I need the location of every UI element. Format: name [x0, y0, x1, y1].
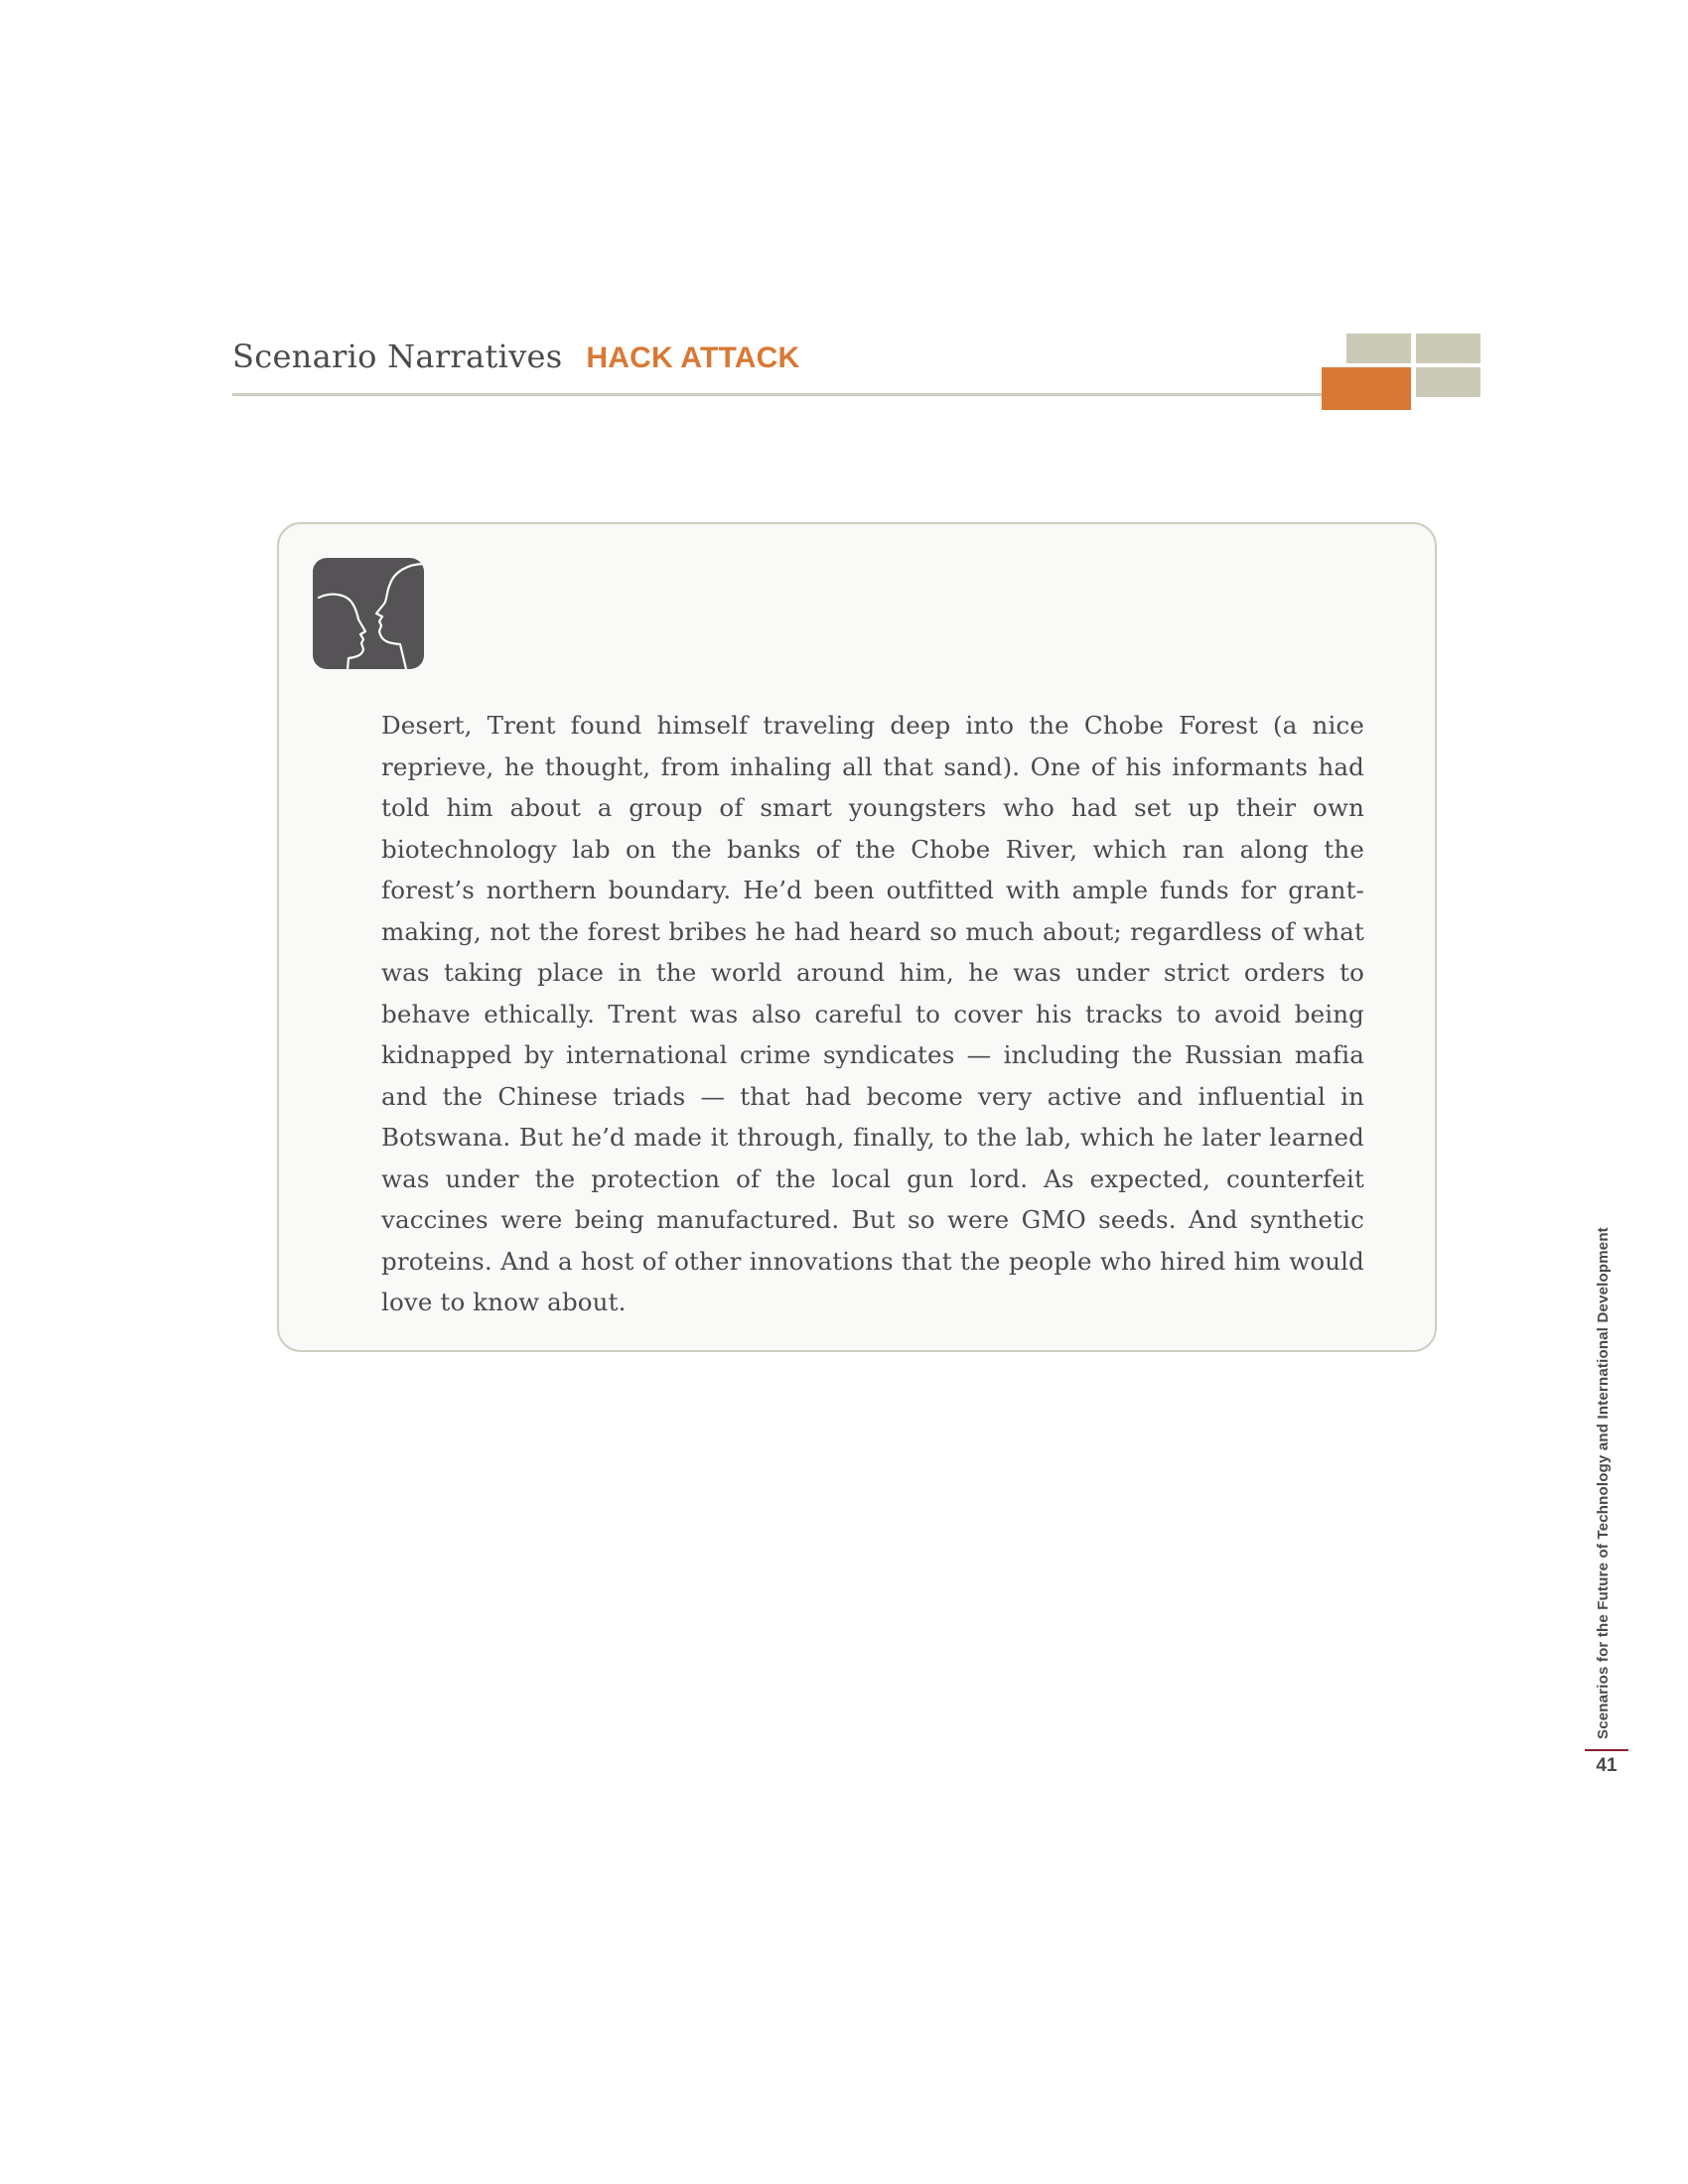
decor-block: [1416, 367, 1480, 397]
section-title: Scenario Narratives: [232, 338, 563, 375]
page-number: 41: [1596, 1755, 1618, 1776]
story-paragraph: Desert, Trent found himself traveling deep into the Chobe Forest (a nice reprieve, he thought, from inhaling all that sand). One of his informants had told him about a group of smart youngsters who had set up their own biotechnology lab on the banks of the Chobe River, which ran along the forest’s northern boundary. He’d been outfitted with ample funds for grant-making, not the forest bribes he had heard so much about; regardless of what was taking place in the world around him, he was under strict orders to behave ethically. Trent was also careful to cover his tracks to avoid being kidnapped by international crime syndicates — including the Russian mafia and the Chinese triads — that had become very active and influential in Botswana. But he’d made it through, finally, to the lab, which he later learned was under the protection of the local gun lord. As expected, counterfeit vaccines were being manufactured. But so were GMO seeds. And synthetic proteins. And a host of other innovations that the people who hired him would love to know about.: [381, 711, 1364, 1316]
two-faces-icon: [313, 558, 424, 669]
decor-block: [1416, 334, 1480, 363]
scenario-name: HACK ATTACK: [586, 341, 800, 374]
decor-block: [1346, 334, 1411, 363]
story-box: [277, 522, 1437, 1352]
page-header: [232, 338, 799, 375]
decor-block-accent: [1322, 367, 1411, 410]
page-number-rule: [1585, 1749, 1628, 1751]
publication-title: Scenarios for the Future of Technology and International Development: [1595, 1227, 1612, 1739]
header-rule: [232, 393, 1325, 396]
